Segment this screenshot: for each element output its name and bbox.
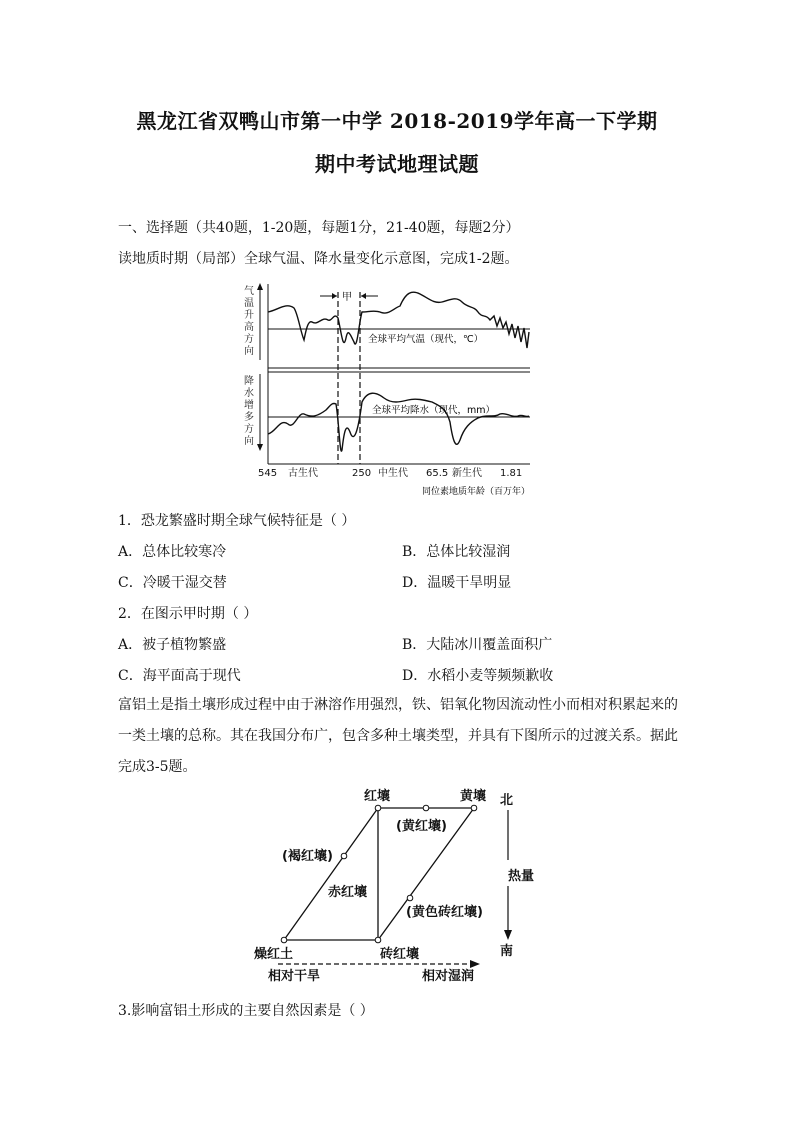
era-paleozoic: 古生代 (288, 468, 318, 479)
jia-arrowhead-left-icon (332, 293, 337, 299)
svg-text:多: 多 (244, 412, 254, 423)
q2-stem: 2．在图示甲时期（ ） (118, 606, 258, 622)
node-dry-red (281, 937, 287, 943)
node-red (375, 805, 381, 811)
label-dry-red: 燥红土 (254, 947, 294, 962)
svg-text:方: 方 (244, 334, 254, 345)
label-heat: 热量 (508, 869, 535, 884)
temp-axis-label (244, 285, 254, 357)
prec-axis-label (244, 374, 254, 447)
label-wet: 相对湿润 (422, 969, 475, 984)
label-north: 北 (500, 793, 514, 808)
jia-arrowhead-right-icon (361, 293, 366, 299)
avg-prec-label: 全球平均降水（现代，mm） (372, 405, 496, 416)
svg-text:升: 升 (244, 310, 254, 321)
svg-text:降: 降 (244, 376, 254, 387)
svg-text:方: 方 (244, 424, 254, 435)
svg-text:温: 温 (244, 298, 254, 309)
q1-option-b[interactable]: B．总体比较湿润 (402, 544, 511, 560)
label-south: 南 (500, 944, 514, 959)
node-brown-red (341, 853, 347, 859)
avg-temp-label: 全球平均气温（现代，℃） (368, 334, 484, 345)
soil-diagram (238, 780, 538, 990)
climate-figure (238, 282, 538, 500)
jia-label: 甲 (342, 292, 352, 303)
svg-text:向: 向 (244, 346, 254, 357)
x-axis-label: 同位素地质年龄（百万年） (422, 487, 531, 497)
node-yellow (471, 805, 477, 811)
label-brick-red: 砖红壤 (380, 947, 420, 962)
svg-text:增: 增 (244, 400, 254, 411)
q1-stem: 1．恐龙繁盛时期全球气候特征是（ ） (118, 513, 356, 529)
label-yellow-red: (黄红壤) (396, 819, 447, 834)
svg-text:向: 向 (244, 436, 254, 447)
moisture-arrowhead-icon (470, 960, 480, 968)
label-yellow: 黄壤 (460, 789, 487, 804)
label-brown-red: (褐红壤) (282, 849, 333, 864)
era-mesozoic: 中生代 (378, 468, 408, 479)
prec-arrowhead-icon (257, 444, 263, 451)
label-red: 红壤 (364, 789, 391, 804)
tick-250: 250 (352, 468, 372, 479)
q2-option-c[interactable]: C．海平面高于现代 (118, 668, 241, 684)
node-yellow-red (423, 805, 429, 811)
title-line-2: 期中考试地理试题 (315, 152, 479, 176)
q2-option-b[interactable]: B．大陆冰川覆盖面积广 (402, 637, 553, 653)
node-brick-red (375, 937, 381, 943)
era-cenozoic: 新生代 (452, 468, 482, 479)
temp-arrowhead-icon (257, 283, 263, 290)
q1-option-a[interactable]: A．总体比较寒冷 (118, 544, 227, 560)
prec-curve (268, 393, 529, 451)
q2-option-d[interactable]: D．水稻小麦等频频歉收 (402, 668, 554, 684)
svg-text:气: 气 (244, 286, 254, 297)
tick-65: 65.5 (426, 468, 449, 479)
heat-arrowhead-icon (504, 930, 512, 940)
svg-text:高: 高 (244, 322, 254, 333)
label-dry: 相对干旱 (268, 969, 321, 984)
label-chi-red: 赤红壤 (328, 885, 368, 900)
label-yellow-brick: (黄色砖红壤) (406, 905, 483, 920)
node-yellow-brick (407, 895, 413, 901)
q1-option-d[interactable]: D．温暖干旱明显 (402, 575, 512, 591)
intro-text-2: 富铝土是指土壤形成过程中由于淋溶作用强烈，铁、铝氧化物因流动性小而相对积累起来的一类土壤的总称。其在我国分布广，包含多种土壤类型，并具有下图所示的过渡关系。据此完成3-5题。 (118, 697, 678, 775)
title-line-1: 黑龙江省双鸭山市第一中学 2018-2019学年高一下学期 (136, 109, 658, 133)
edge-left (284, 808, 378, 940)
q1-option-c[interactable]: C．冷暖干湿交替 (118, 575, 227, 591)
svg-text:水: 水 (244, 388, 254, 399)
intro-text-1: 读地质时期（局部）全球气温、降水量变化示意图，完成1-2题。 (118, 251, 519, 267)
section-heading: 一、选择题（共40题，1-20题，每题1分，21-40题，每题2分） (118, 220, 520, 236)
tick-545: 545 (258, 468, 278, 479)
tick-181: 1.81 (500, 468, 523, 479)
q2-option-a[interactable]: A．被子植物繁盛 (118, 637, 227, 653)
q3-stem: 3.影响富铝土形成的主要自然因素是（ ） (118, 1003, 374, 1019)
